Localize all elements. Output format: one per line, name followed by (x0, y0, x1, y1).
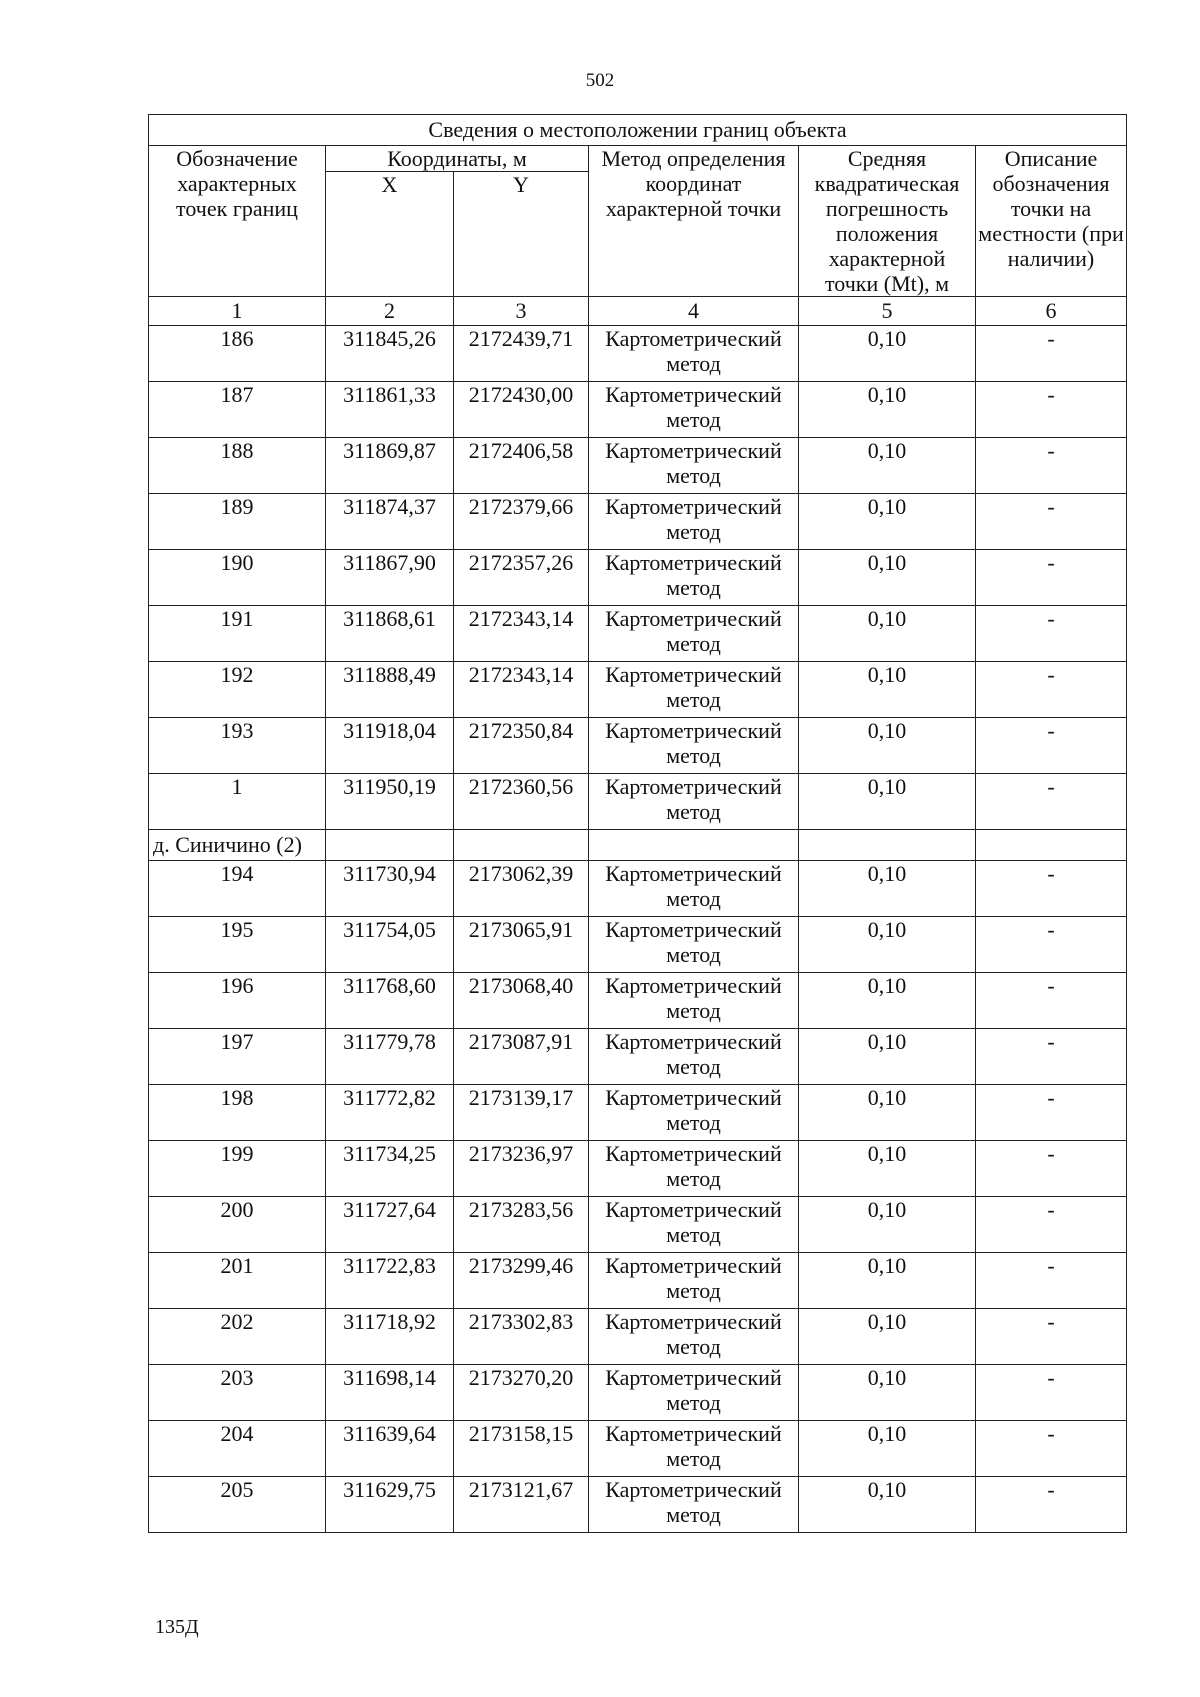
cell-description: - (976, 382, 1127, 438)
cell-point: 205 (149, 1477, 326, 1533)
cell-method: Картометрический метод (589, 718, 799, 774)
cell-point: 195 (149, 917, 326, 973)
header-method: Метод определения координат характерной точки (589, 146, 799, 297)
cell-error: 0,10 (799, 1029, 976, 1085)
column-number: 5 (799, 297, 976, 326)
column-numbers-row (149, 297, 1127, 326)
cell-method: Картометрический метод (589, 1477, 799, 1533)
cell-error: 0,10 (799, 1421, 976, 1477)
cell-description: - (976, 774, 1127, 830)
cell-x: 311734,25 (326, 1141, 454, 1197)
table-row (149, 606, 1127, 662)
cell-y: 2173236,97 (454, 1141, 589, 1197)
cell-description: - (976, 662, 1127, 718)
cell-point: 197 (149, 1029, 326, 1085)
table-row (149, 1365, 1127, 1421)
table-row (149, 973, 1127, 1029)
cell-y: 2172357,26 (454, 550, 589, 606)
cell-point: 203 (149, 1365, 326, 1421)
cell-y: 2173283,56 (454, 1197, 589, 1253)
empty-cell (589, 830, 799, 861)
cell-x: 311722,83 (326, 1253, 454, 1309)
table-row (149, 1477, 1127, 1533)
section-label: д. Синичино (2) (149, 830, 326, 861)
table-row (149, 326, 1127, 382)
cell-description: - (976, 1085, 1127, 1141)
cell-method: Картометрический метод (589, 494, 799, 550)
cell-x: 311768,60 (326, 973, 454, 1029)
table-row (149, 1085, 1127, 1141)
cell-x: 311845,26 (326, 326, 454, 382)
empty-cell (326, 830, 454, 861)
cell-description: - (976, 1477, 1127, 1533)
cell-point: 186 (149, 326, 326, 382)
cell-y: 2172406,58 (454, 438, 589, 494)
cell-description: - (976, 917, 1127, 973)
cell-method: Картометрический метод (589, 550, 799, 606)
cell-method: Картометрический метод (589, 662, 799, 718)
footer-code: 135Д (155, 1616, 199, 1638)
cell-description: - (976, 606, 1127, 662)
cell-error: 0,10 (799, 1141, 976, 1197)
empty-cell (454, 830, 589, 861)
cell-error: 0,10 (799, 917, 976, 973)
table-row (149, 1141, 1127, 1197)
cell-y: 2172360,56 (454, 774, 589, 830)
table-row (149, 917, 1127, 973)
cell-method: Картометрический метод (589, 1253, 799, 1309)
cell-error: 0,10 (799, 662, 976, 718)
header-point: Обозначение характерных точек границ (149, 146, 326, 297)
cell-description: - (976, 326, 1127, 382)
cell-description: - (976, 494, 1127, 550)
cell-x: 311718,92 (326, 1309, 454, 1365)
cell-error: 0,10 (799, 861, 976, 917)
cell-description: - (976, 718, 1127, 774)
cell-description: - (976, 550, 1127, 606)
cell-x: 311698,14 (326, 1365, 454, 1421)
cell-error: 0,10 (799, 382, 976, 438)
cell-point: 188 (149, 438, 326, 494)
cell-x: 311629,75 (326, 1477, 454, 1533)
cell-y: 2173065,91 (454, 917, 589, 973)
table-row (149, 718, 1127, 774)
cell-description: - (976, 1309, 1127, 1365)
cell-error: 0,10 (799, 1365, 976, 1421)
cell-point: 190 (149, 550, 326, 606)
cell-error: 0,10 (799, 606, 976, 662)
section-body (149, 830, 1127, 861)
cell-method: Картометрический метод (589, 382, 799, 438)
cell-point: 1 (149, 774, 326, 830)
cell-x: 311730,94 (326, 861, 454, 917)
cell-description: - (976, 1253, 1127, 1309)
header-coords: Координаты, м (326, 146, 589, 172)
boundary-coordinates-table (148, 114, 1127, 1533)
header-description: Описание обозначения точки на местности (при наличии) (976, 146, 1127, 297)
empty-cell (976, 830, 1127, 861)
cell-method: Картометрический метод (589, 326, 799, 382)
cell-method: Картометрический метод (589, 1309, 799, 1365)
cell-x: 311754,05 (326, 917, 454, 973)
cell-y: 2173087,91 (454, 1029, 589, 1085)
cell-x: 311868,61 (326, 606, 454, 662)
cell-point: 201 (149, 1253, 326, 1309)
cell-y: 2172343,14 (454, 662, 589, 718)
cell-description: - (976, 861, 1127, 917)
table-row (149, 861, 1127, 917)
cell-method: Картометрический метод (589, 1029, 799, 1085)
header-error: Средняя квадратическая погрешность положения характерной точки (Mt), м (799, 146, 976, 297)
table-body-part1 (149, 326, 1127, 830)
cell-point: 204 (149, 1421, 326, 1477)
cell-x: 311727,64 (326, 1197, 454, 1253)
cell-point: 199 (149, 1141, 326, 1197)
cell-error: 0,10 (799, 326, 976, 382)
table-row (149, 550, 1127, 606)
cell-x: 311772,82 (326, 1085, 454, 1141)
cell-y: 2172430,00 (454, 382, 589, 438)
cell-y: 2173299,46 (454, 1253, 589, 1309)
cell-error: 0,10 (799, 438, 976, 494)
cell-method: Картометрический метод (589, 1365, 799, 1421)
table-row (149, 1421, 1127, 1477)
cell-x: 311639,64 (326, 1421, 454, 1477)
cell-description: - (976, 973, 1127, 1029)
cell-description: - (976, 1421, 1127, 1477)
column-number: 4 (589, 297, 799, 326)
table-title: Сведения о местоположении границ объекта (149, 115, 1127, 146)
cell-point: 200 (149, 1197, 326, 1253)
cell-description: - (976, 1365, 1127, 1421)
table-row (149, 1309, 1127, 1365)
table-row (149, 1029, 1127, 1085)
table-body-part2 (149, 861, 1127, 1533)
cell-x: 311861,33 (326, 382, 454, 438)
cell-method: Картометрический метод (589, 973, 799, 1029)
table-row (149, 438, 1127, 494)
cell-y: 2172350,84 (454, 718, 589, 774)
cell-point: 193 (149, 718, 326, 774)
cell-method: Картометрический метод (589, 606, 799, 662)
page-number: 502 (585, 70, 615, 91)
cell-point: 192 (149, 662, 326, 718)
section-row (149, 830, 1127, 861)
cell-method: Картометрический метод (589, 917, 799, 973)
cell-method: Картометрический метод (589, 861, 799, 917)
cell-description: - (976, 1029, 1127, 1085)
cell-error: 0,10 (799, 1253, 976, 1309)
cell-x: 311950,19 (326, 774, 454, 830)
cell-method: Картометрический метод (589, 438, 799, 494)
table-row (149, 494, 1127, 550)
cell-method: Картометрический метод (589, 1085, 799, 1141)
cell-description: - (976, 1197, 1127, 1253)
table-row (149, 1197, 1127, 1253)
cell-y: 2173158,15 (454, 1421, 589, 1477)
cell-method: Картометрический метод (589, 774, 799, 830)
cell-y: 2173121,67 (454, 1477, 589, 1533)
cell-error: 0,10 (799, 718, 976, 774)
table-row (149, 662, 1127, 718)
cell-error: 0,10 (799, 494, 976, 550)
column-number: 1 (149, 297, 326, 326)
cell-point: 198 (149, 1085, 326, 1141)
cell-x: 311918,04 (326, 718, 454, 774)
cell-error: 0,10 (799, 774, 976, 830)
table-row (149, 1253, 1127, 1309)
cell-point: 187 (149, 382, 326, 438)
cell-error: 0,10 (799, 550, 976, 606)
cell-y: 2173139,17 (454, 1085, 589, 1141)
cell-x: 311888,49 (326, 662, 454, 718)
column-number: 2 (326, 297, 454, 326)
cell-error: 0,10 (799, 973, 976, 1029)
cell-y: 2172439,71 (454, 326, 589, 382)
cell-error: 0,10 (799, 1477, 976, 1533)
cell-method: Картометрический метод (589, 1197, 799, 1253)
cell-point: 194 (149, 861, 326, 917)
cell-description: - (976, 1141, 1127, 1197)
cell-x: 311874,37 (326, 494, 454, 550)
table-row (149, 774, 1127, 830)
cell-x: 311869,87 (326, 438, 454, 494)
cell-point: 189 (149, 494, 326, 550)
cell-y: 2173068,40 (454, 973, 589, 1029)
table-row (149, 382, 1127, 438)
cell-y: 2172343,14 (454, 606, 589, 662)
cell-y: 2173062,39 (454, 861, 589, 917)
cell-x: 311867,90 (326, 550, 454, 606)
cell-point: 191 (149, 606, 326, 662)
cell-point: 202 (149, 1309, 326, 1365)
cell-y: 2173302,83 (454, 1309, 589, 1365)
cell-point: 196 (149, 973, 326, 1029)
empty-cell (799, 830, 976, 861)
cell-y: 2173270,20 (454, 1365, 589, 1421)
cell-error: 0,10 (799, 1085, 976, 1141)
cell-error: 0,10 (799, 1309, 976, 1365)
column-number: 6 (976, 297, 1127, 326)
cell-method: Картометрический метод (589, 1421, 799, 1477)
cell-y: 2172379,66 (454, 494, 589, 550)
cell-x: 311779,78 (326, 1029, 454, 1085)
column-number: 3 (454, 297, 589, 326)
header-y: Y (454, 172, 589, 297)
cell-description: - (976, 438, 1127, 494)
cell-error: 0,10 (799, 1197, 976, 1253)
header-x: X (326, 172, 454, 297)
cell-method: Картометрический метод (589, 1141, 799, 1197)
